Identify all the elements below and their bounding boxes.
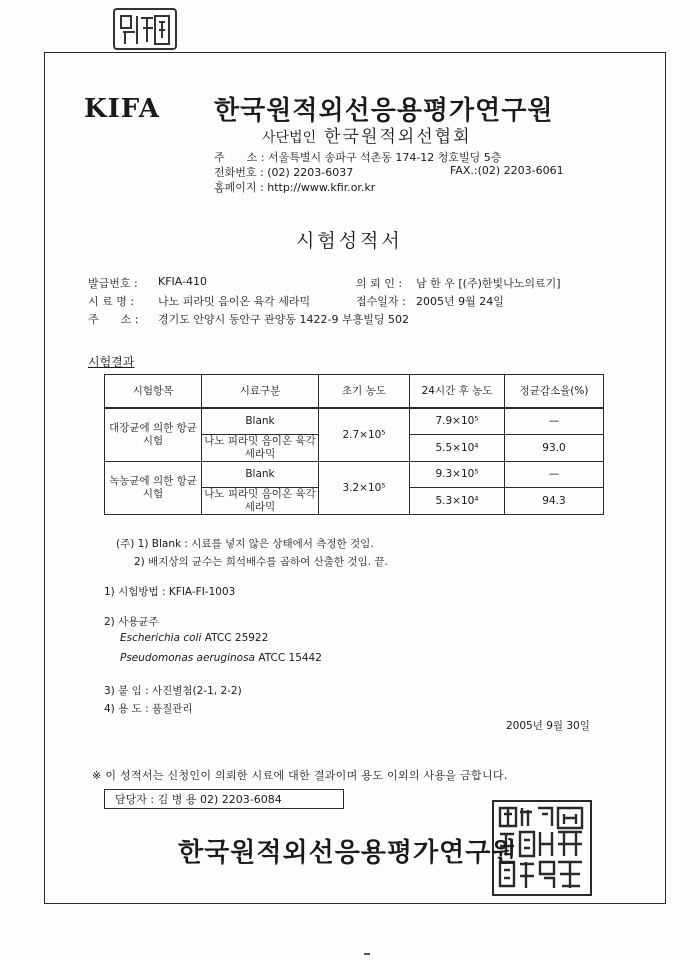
test-method: 1) 시험방법 : KFIA-FI-1003	[104, 586, 236, 598]
purpose-line: 4) 용 도 : 품질관리	[104, 703, 193, 715]
test-item-cell: 녹농균에 의한 항균시험	[105, 462, 202, 515]
received-date-label: 접수일자 :	[356, 295, 406, 308]
received-date-value: 2005년 9월 24일	[416, 295, 504, 308]
association-prefix: 사단법인	[262, 130, 317, 146]
issue-date: 2005년 9월 30일	[506, 720, 590, 732]
institute-name: 한국원적외선응용평가연구원	[214, 96, 554, 126]
note-blank: (주) 1) Blank : 시료를 넣지 않은 상태에서 측정한 것임.	[116, 538, 374, 550]
results-table	[104, 374, 604, 515]
client-address-value: 경기도 안양시 동안구 관양동 1422-9 부흥빌딩 502	[158, 313, 409, 326]
usage-warning: ※ 이 성적서는 신청인이 의뢰한 시료에 대한 결과이며 용도 이외의 사용을 금합니다.	[92, 769, 508, 782]
sample-cell: Blank	[202, 408, 319, 435]
sample-cell: 나노 피라밋 음이온 육각 세라믹	[202, 435, 319, 462]
table-row	[105, 408, 604, 435]
header-sample-type: 시료구분	[202, 375, 319, 409]
header-24h-conc: 24시간 후 농도	[410, 375, 505, 409]
reduction-cell: —	[505, 462, 604, 488]
kifa-acronym: KIFA	[84, 94, 160, 124]
reduction-cell: 93.0	[505, 435, 604, 462]
association-name: 한국원적외선협회	[324, 127, 472, 147]
address-line: 주 소 : 서울특별시 송파구 석촌동 174-12 청호빌딩 5층	[214, 151, 502, 164]
after24h-cell: 7.9×10⁵	[410, 408, 505, 435]
client-value: 남 한 우 [(주)한빛나노의료기]	[416, 277, 561, 290]
initial-conc-cell: 3.2×10⁵	[319, 462, 410, 515]
table-row	[105, 462, 604, 488]
contact-person-box: 담당자 : 김 병 용 02) 2203-6084	[104, 789, 344, 809]
after24h-cell: 5.5×10⁴	[410, 435, 505, 462]
client-label: 의 뢰 인 :	[356, 277, 403, 290]
reduction-cell: 94.3	[505, 488, 604, 515]
fax-line: FAX.:(02) 2203-6061	[450, 164, 564, 177]
association-line	[262, 122, 472, 147]
after24h-cell: 5.3×10⁴	[410, 488, 505, 515]
reduction-cell: —	[505, 408, 604, 435]
sample-name-value: 나노 피라밋 음이온 육각 세라믹	[158, 295, 311, 308]
header-reduction-rate: 정균감소율(%)	[505, 375, 604, 409]
table-header-row	[105, 375, 604, 409]
sample-cell: 나노 피라밋 음이온 육각 세라믹	[202, 488, 319, 515]
header-test-item: 시험항목	[105, 375, 202, 409]
sample-name-label: 시 료 명 :	[88, 295, 135, 308]
client-address-label: 주 소 :	[88, 313, 139, 326]
phone-line: 전화번호 : (02) 2203-6037	[214, 166, 354, 179]
test-item-cell: 대장균에 의한 항균시험	[105, 408, 202, 462]
issue-number-value: KFIA-410	[158, 275, 208, 288]
top-seal-stamp	[113, 8, 177, 50]
homepage-line: 홈페이지 : http://www.kfir.or.kr	[214, 181, 376, 194]
strain-pseudomonas: Pseudomonas aeruginosa ATCC 15442	[120, 652, 322, 664]
issue-number-label: 발급번호 :	[88, 277, 138, 290]
note-dilution: 2) 배지상의 균수는 희석배수를 곱하여 산출한 것임. 끝.	[134, 556, 388, 568]
sample-cell: Blank	[202, 462, 319, 488]
footer-institute-name: 한국원적외선응용평가연구원	[178, 838, 518, 868]
header-initial-conc: 초기 농도	[319, 375, 410, 409]
strain-ecoli: Escherichia coli ATCC 25922	[120, 632, 269, 644]
initial-conc-cell: 2.7×10⁵	[319, 408, 410, 462]
page-mark	[364, 953, 370, 955]
document-title: 시험성적서	[296, 230, 403, 252]
after24h-cell: 9.3×10⁵	[410, 462, 505, 488]
strains-label: 2) 사용균주	[104, 616, 159, 628]
attachment-line: 3) 붙 임 : 사진별첨(2-1, 2-2)	[104, 685, 242, 697]
results-section-title: 시험결과	[88, 355, 135, 369]
